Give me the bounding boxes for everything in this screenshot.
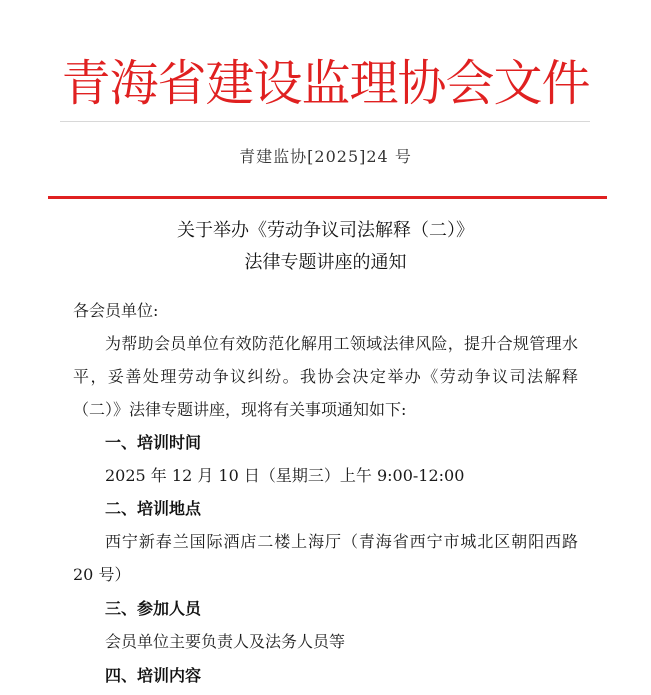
notice-title-line2: 法律专题讲座的通知 — [244, 252, 407, 273]
intro-paragraph: 为帮助会员单位有效防范化解用工领域法律风险，提升合规管理水平，妥善处理劳动争议纠纷。我协会决定举办《劳动争议司法解释（二）》法律专题讲座，现将有关事项通知如下: — [73, 334, 578, 419]
notice-title-line1: 关于举办《劳动争议司法解释（二）》 — [177, 220, 474, 241]
section-heading-location: 二、培训地点 — [105, 499, 202, 518]
masthead-divider — [60, 121, 590, 122]
section-content-location: 西宁新春兰国际酒店二楼上海厅（青海省西宁市城北区朝阳西路 20 号） — [73, 532, 578, 584]
section-content-attendees: 会员单位主要负责人及法务人员等 — [105, 632, 346, 651]
section-content-time: 2025 年 12 月 10 日（星期三）上午 9:00-12:00 — [105, 466, 465, 485]
section-heading-attendees: 三、参加人员 — [105, 599, 202, 618]
salutation: 各会员单位: — [73, 301, 159, 320]
section-heading-time: 一、培训时间 — [105, 433, 202, 452]
document-masthead: 青海省建设监理协会文件 — [61, 55, 590, 112]
section-heading-content: 四、培训内容 — [105, 666, 202, 685]
red-header-rule — [48, 196, 607, 199]
document-number: 青建监协[2025]24 号 — [239, 147, 412, 166]
